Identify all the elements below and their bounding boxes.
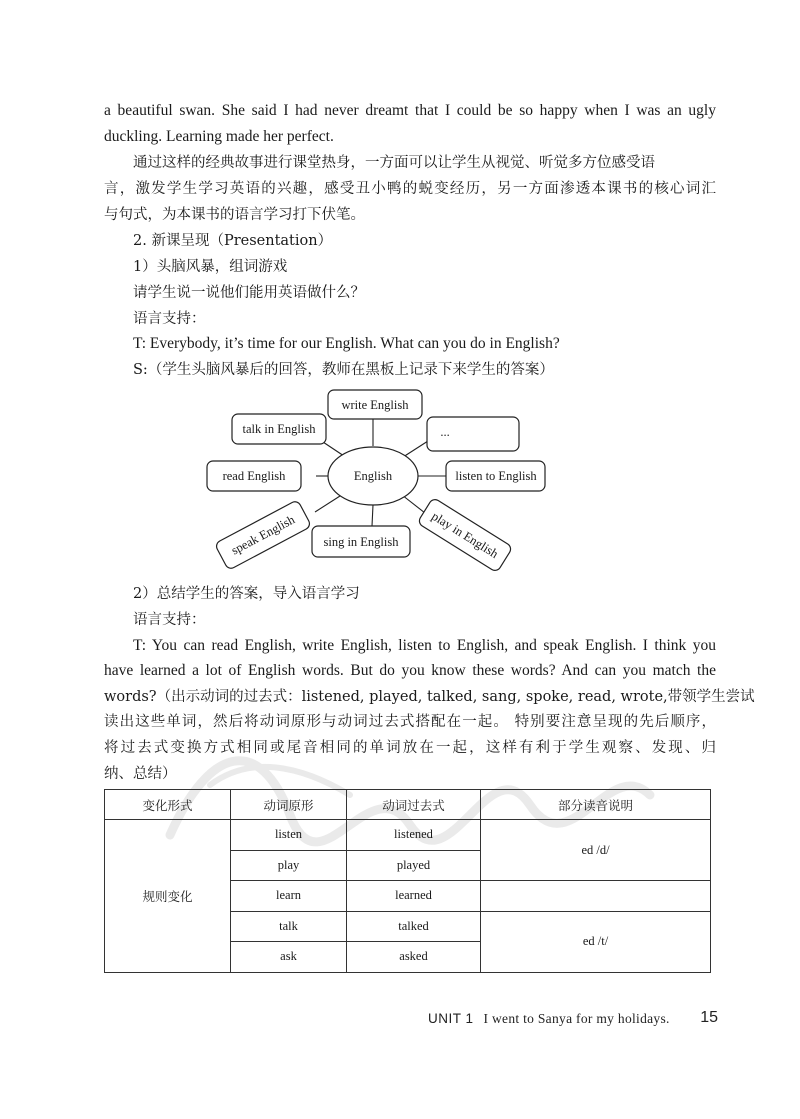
label-read-english: read English bbox=[222, 469, 286, 483]
base-cell: play bbox=[231, 850, 347, 881]
language-support-label-2: 语言支持： bbox=[133, 612, 206, 628]
note-cell-d: ed /d/ bbox=[481, 820, 711, 881]
verb-table bbox=[104, 789, 711, 973]
base-cell: learn bbox=[231, 881, 347, 912]
label-listen-to-english: listen to English bbox=[455, 469, 537, 483]
footer-title: I went to Sanya for my holidays. bbox=[483, 1011, 670, 1026]
intro-line-2: duckling. Learning made her perfect. bbox=[104, 128, 334, 145]
table-header-row bbox=[105, 790, 711, 820]
page-footer bbox=[428, 1011, 718, 1031]
label-more: ... bbox=[440, 425, 450, 439]
mindmap-diagram bbox=[200, 385, 537, 575]
teacher-text-line-3: words?（出示动词的过去式：listened, played, talked, sang, spoke, read, wrote,带领学生尝试 bbox=[104, 689, 755, 705]
page-number: 15 bbox=[700, 1009, 718, 1026]
header-base-form: 动词原形 bbox=[231, 790, 347, 820]
step-1-title: 1）头脑风暴，组词游戏 bbox=[133, 259, 288, 275]
header-form: 变化形式 bbox=[105, 790, 231, 820]
intro-paragraph-line-2: 言，激发学生学习英语的兴趣，感受丑小鸭的蜕变经历，另一方面渗透本课书的核心词汇 bbox=[104, 181, 716, 197]
language-support-label: 语言支持： bbox=[133, 311, 206, 327]
connector-sing bbox=[372, 505, 373, 526]
base-cell: ask bbox=[231, 942, 347, 973]
student-line: S:（学生头脑风暴后的回答，教师在黑板上记录下来学生的答案） bbox=[133, 362, 554, 378]
past-cell: asked bbox=[347, 942, 481, 973]
teacher-line: T: Everybody, it’s time for our English. What can you do in English? bbox=[133, 335, 560, 352]
table-row bbox=[105, 820, 711, 851]
note-cell-empty bbox=[481, 881, 711, 912]
past-cell: talked bbox=[347, 911, 481, 942]
label-play-in-english: play in English bbox=[429, 509, 501, 561]
past-cell: learned bbox=[347, 881, 481, 912]
label-talk-in-english: talk in English bbox=[242, 422, 316, 436]
label-write-english: write English bbox=[341, 398, 409, 412]
label-speak-english: speak English bbox=[228, 512, 298, 558]
prompt-text: 请学生说一说他们能用英语做什么？ bbox=[133, 285, 365, 301]
past-cell: listened bbox=[347, 820, 481, 851]
past-cell: played bbox=[347, 850, 481, 881]
intro-paragraph-line-1: 通过这样的经典故事进行课堂热身，一方面可以让学生从视觉、听觉多方位感受语 bbox=[133, 155, 655, 171]
connector-speak bbox=[315, 496, 340, 512]
footer-unit: UNIT 1 bbox=[428, 1011, 474, 1026]
intro-line-1: a beautiful swan. She said I had never dreamt that I could be so happy when I was an ugly bbox=[104, 102, 716, 119]
teacher-text-line-2: have learned a lot of English words. But do you know these words? And can you match the bbox=[104, 662, 716, 679]
teacher-text-line-1: T: You can read English, write English, listen to English, and speak English. I think you bbox=[133, 637, 716, 654]
base-cell: listen bbox=[231, 820, 347, 851]
note-cell-t: ed /t/ bbox=[481, 911, 711, 972]
header-past-form: 动词过去式 bbox=[347, 790, 481, 820]
teacher-text-line-5: 将过去式变换方式相同或尾音相同的单词放在一起，这样有利于学生观察、发现、归 bbox=[104, 740, 716, 756]
section-heading: 2. 新课呈现（Presentation） bbox=[133, 233, 333, 249]
step-2-title: 2）总结学生的答案，导入语言学习 bbox=[133, 586, 360, 602]
group-label: 规则变化 bbox=[105, 820, 231, 973]
header-pronunciation: 部分读音说明 bbox=[481, 790, 711, 820]
teacher-text-line-6: 纳、总结） bbox=[104, 766, 177, 782]
center-label: English bbox=[353, 469, 393, 483]
connector-play bbox=[402, 495, 425, 513]
teacher-text-line-4: 读出这些单词，然后将动词原形与动词过去式搭配在一起。 特别要注意呈现的先后顺序， bbox=[104, 714, 716, 730]
intro-paragraph-line-3: 与句式，为本课书的语言学习打下伏笔。 bbox=[104, 207, 365, 223]
label-sing-in-english: sing in English bbox=[323, 535, 399, 549]
base-cell: talk bbox=[231, 911, 347, 942]
